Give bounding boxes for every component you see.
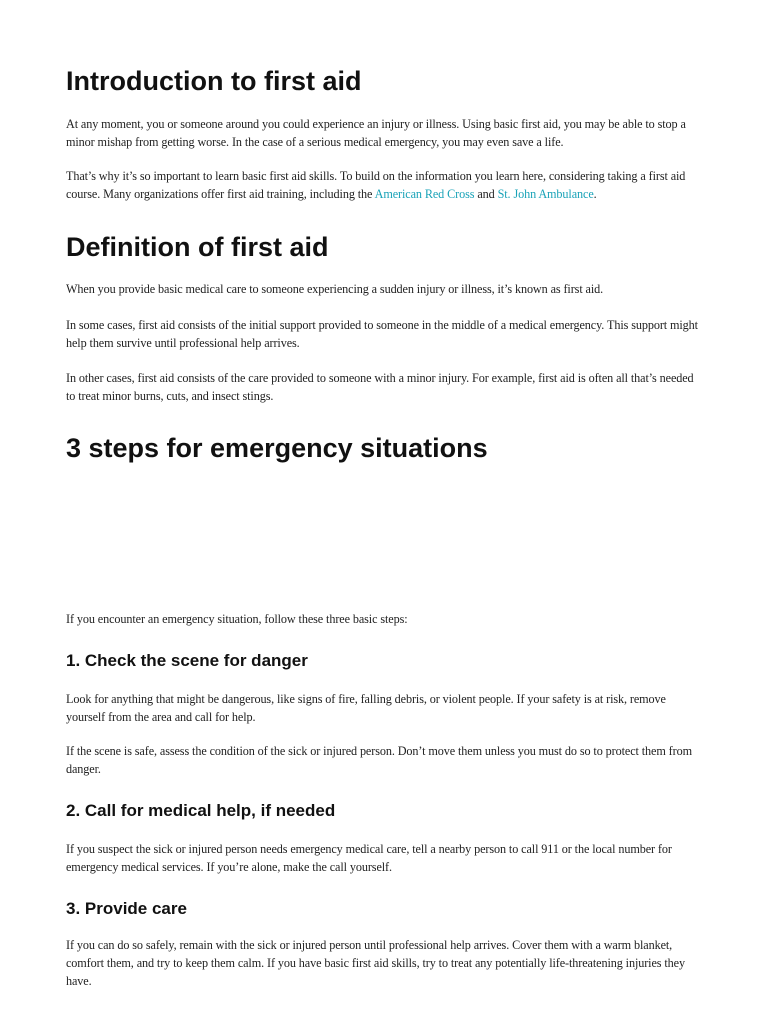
intro-paragraph-2-text-a: That’s why it’s so important to learn basic first aid skills. To build on the information you learn here, considering taking a first aid course. Many organizations offer first aid training, including the <box>66 169 686 201</box>
heading-step-3: 3. Provide care <box>66 899 187 918</box>
heading-step-2: 2. Call for medical help, if needed <box>66 801 336 820</box>
heading-introduction: Introduction to first aid <box>66 66 362 96</box>
intro-paragraph-2-text-c: . <box>593 187 597 201</box>
intro-paragraph-2 <box>66 167 702 203</box>
step-1-paragraph-2: If the scene is safe, assess the condition of the sick or injured person. Don’t move them unless you must do so to protect them from danger. <box>66 744 692 776</box>
definition-paragraph-2: In some cases, first aid consists of the initial support provided to someone in the middle of a medical emergency. This support might help them survive until professional help arrives. <box>66 318 698 350</box>
definition-paragraph-3: In other cases, first aid consists of the care provided to someone with a minor injury. For example, first aid is often all that’s needed to treat minor burns, cuts, and insect stings. <box>66 371 694 403</box>
st-john-ambulance-link[interactable]: St. John Ambulance <box>497 187 594 201</box>
american-red-cross-link[interactable]: American Red Cross <box>374 187 475 201</box>
step-3-paragraph-1: If you can do so safely, remain with the sick or injured person until professional help arrives. Cover them with a warm blanket, comfort them, and try to keep them calm. If you have basic first aid skills, try to treat any potentially life-threatening injuries they have. <box>66 938 685 988</box>
intro-paragraph-1: At any moment, you or someone around you could experience an injury or illness. Using basic first aid, you may be able to stop a minor mishap from getting worse. In the case of a serious medical emergency, you may even save a life. <box>66 117 686 149</box>
step-1-paragraph-1: Look for anything that might be dangerous, like signs of fire, falling debris, or violent people. If your safety is at risk, remove yourself from the area and call for help. <box>66 692 666 724</box>
heading-step-1: 1. Check the scene for danger <box>66 651 308 670</box>
definition-paragraph-1: When you provide basic medical care to someone experiencing a sudden injury or illness, it’s known as first aid. <box>66 282 604 296</box>
step-2-paragraph-1: If you suspect the sick or injured person needs emergency medical care, tell a nearby person to call 911 or the local number for emergency medical services. If you’re alone, make the call yourself. <box>66 842 672 874</box>
heading-three-steps: 3 steps for emergency situations <box>66 433 488 463</box>
steps-intro-paragraph: If you encounter an emergency situation, follow these three basic steps: <box>66 612 408 626</box>
intro-paragraph-2-text-b: and <box>474 187 498 201</box>
heading-definition: Definition of first aid <box>66 232 329 262</box>
